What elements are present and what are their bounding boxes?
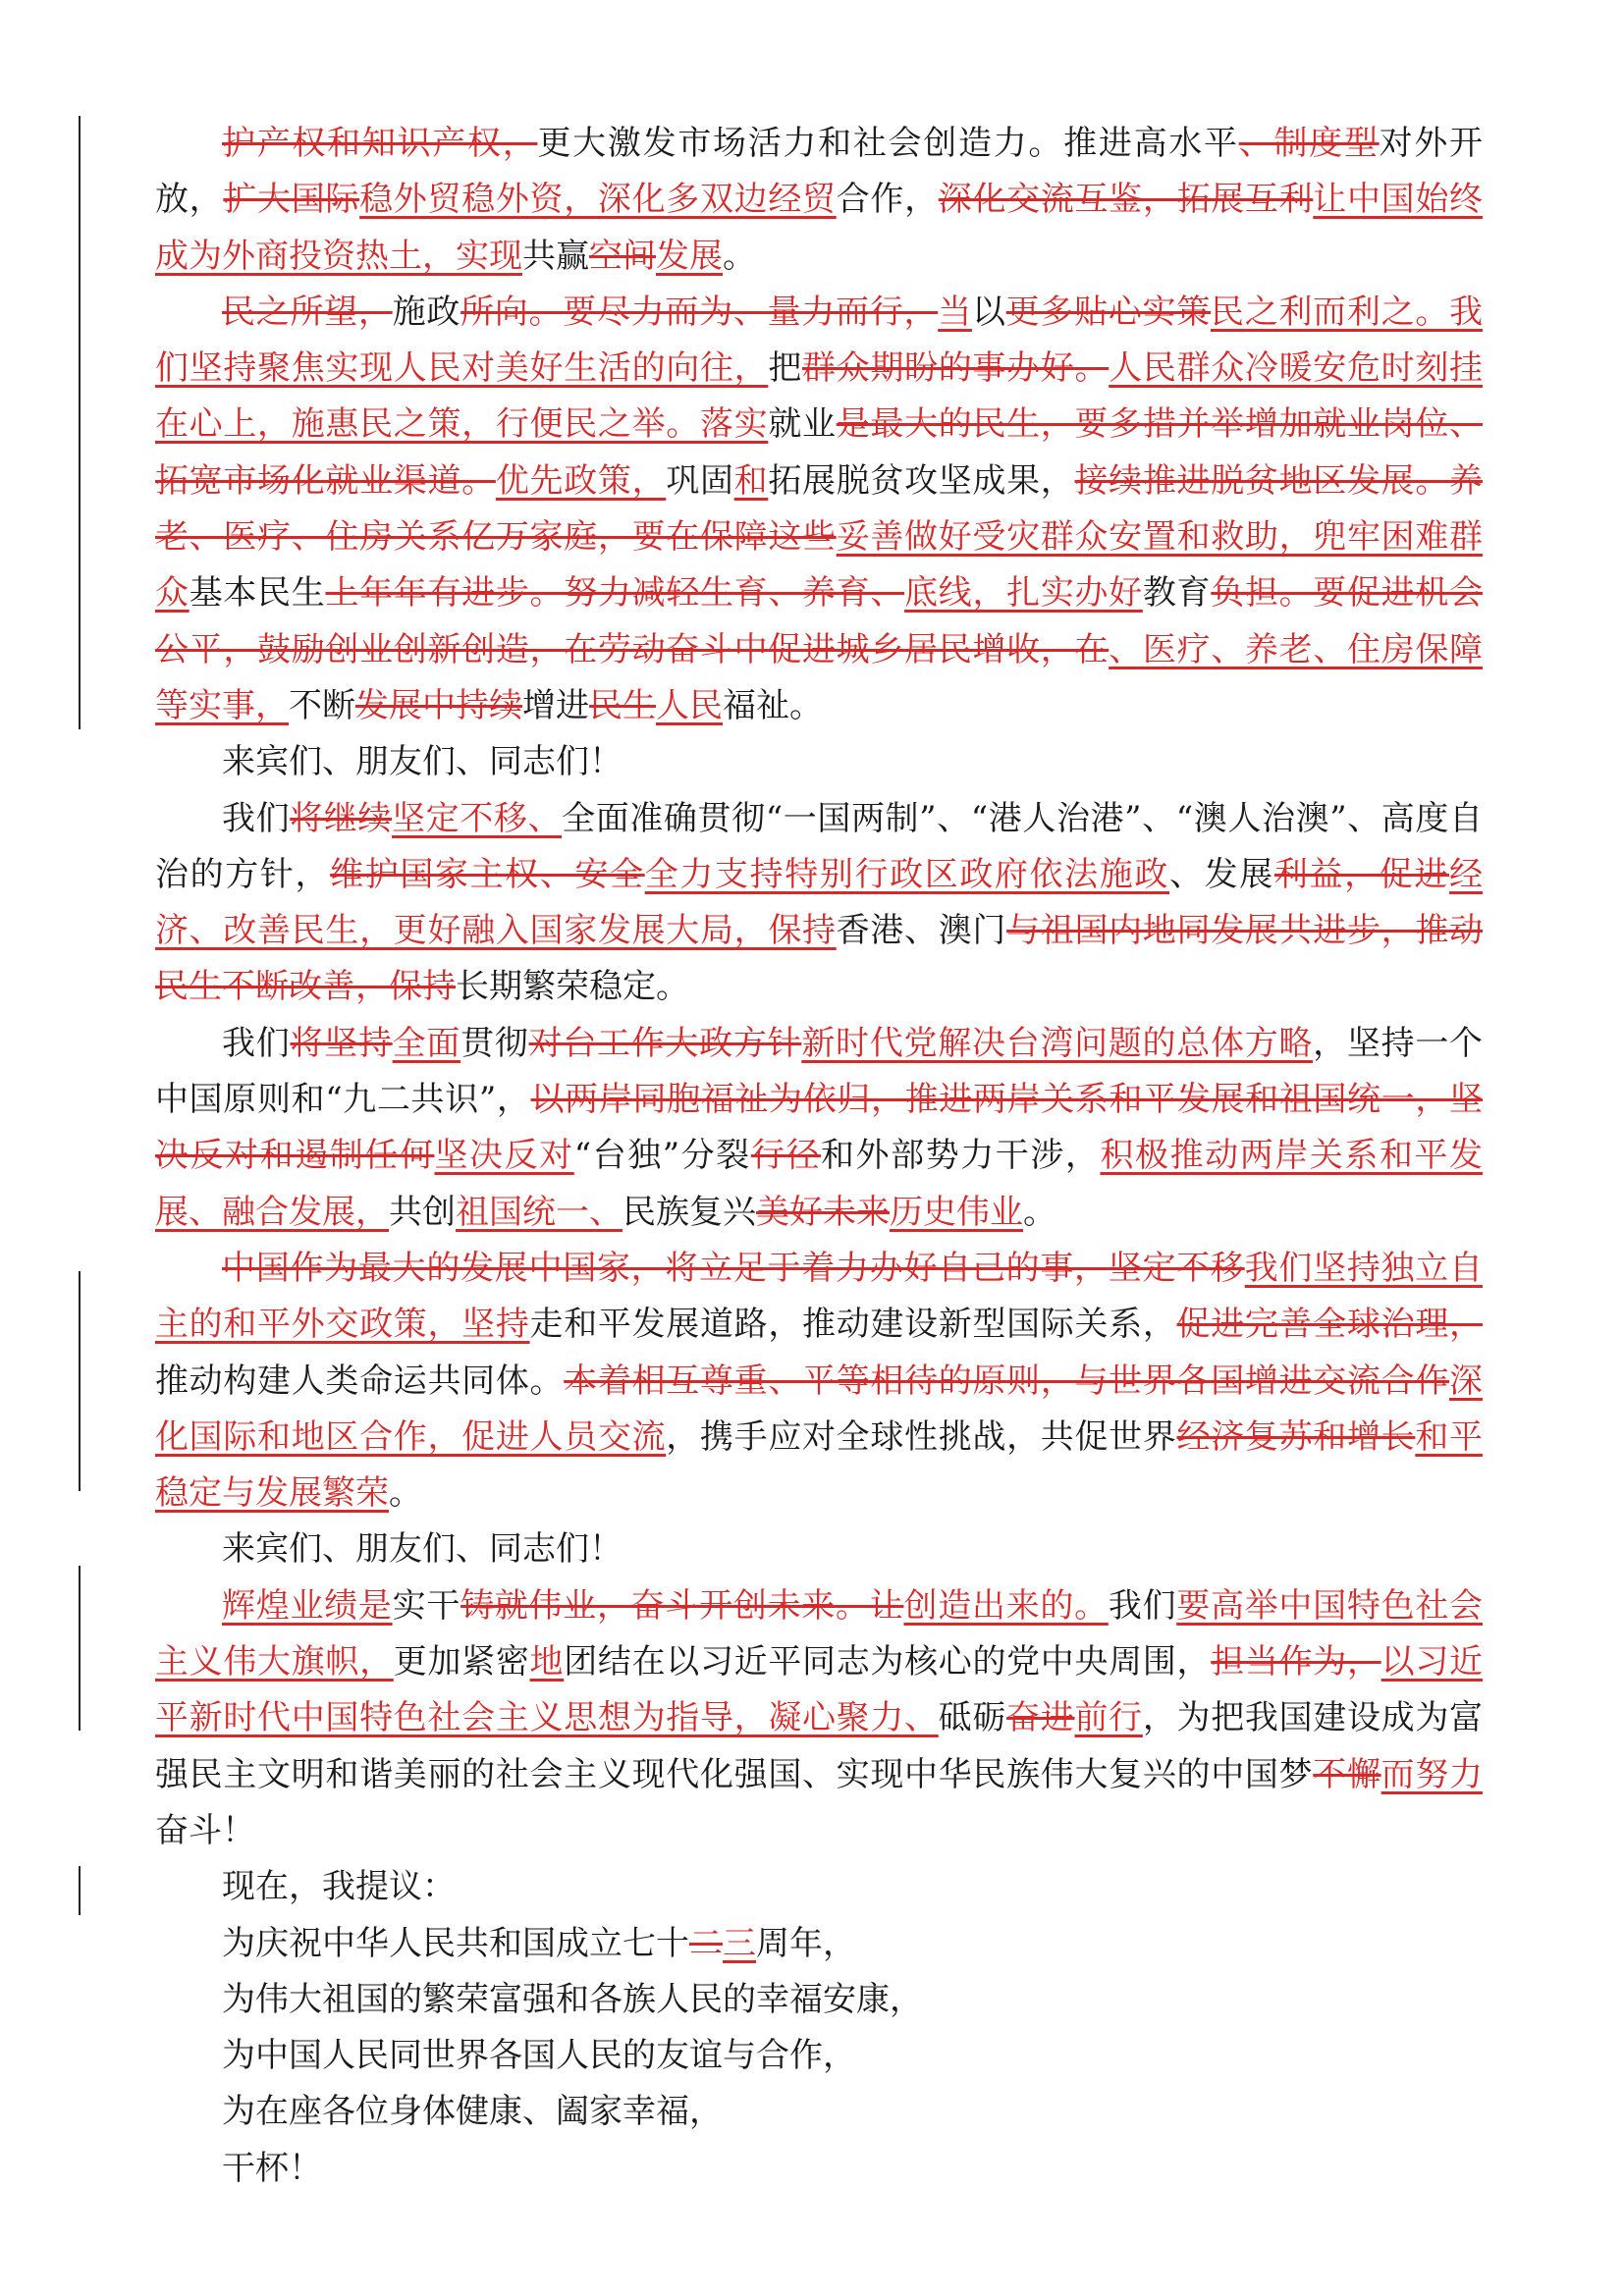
inserted-text: 经济、改善民生，更好融入国家发展大局，保持 xyxy=(155,854,1484,951)
paragraph-foreign-policy xyxy=(155,1241,1483,1522)
inserted-text: 全面 xyxy=(392,1023,461,1063)
body-text: 来宾们、朋友们、同志们！ xyxy=(222,1529,623,1570)
body-text: 我们 xyxy=(222,798,291,838)
body-text: 我们 xyxy=(222,1023,291,1063)
change-bar-4 xyxy=(79,1866,81,1915)
body-text: 走和平发展道路，推动建设新型国际关系， xyxy=(529,1305,1177,1345)
body-text: 不断 xyxy=(289,685,355,725)
paragraph-proposal xyxy=(155,1859,1483,1915)
deleted-text: 经济复苏和增长 xyxy=(1176,1416,1416,1457)
deleted-text: 将继续 xyxy=(290,798,393,838)
deleted-text: 与祖国内地同发展共进步，推动民生不断改善，保持 xyxy=(155,911,1484,1007)
deleted-text: 所向。要尽力而为、量力而行， xyxy=(460,292,939,332)
body-text: 拓展脱贫攻坚成果， xyxy=(768,460,1075,501)
deleted-text: 民之所望， xyxy=(222,292,393,332)
paragraph-conclusion xyxy=(155,1578,1483,1859)
deleted-text: 护产权和知识产权， xyxy=(222,124,538,163)
body-text: 。 xyxy=(1023,1192,1056,1232)
inserted-text: 妥善做好受灾群众安置和救助，兜牢困难群众 xyxy=(155,517,1484,614)
body-text: 施政 xyxy=(392,292,461,332)
body-text: 更大激发市场活力和社会创造力。推进高水平 xyxy=(537,124,1239,163)
body-text: 。 xyxy=(723,236,756,276)
toast-line-3 xyxy=(155,2028,1483,2084)
body-text: 周年， xyxy=(756,1923,856,1963)
toast-cheers xyxy=(155,2141,1483,2197)
deleted-text: 更多贴心实策 xyxy=(1005,292,1212,332)
body-text: 现在，我提议： xyxy=(222,1867,456,1907)
deleted-text: 接续推进脱贫地区发展。养老、医疗、住房关系亿万家庭，要在保障这些 xyxy=(155,460,1484,558)
deleted-text: 上年年有进步。努力减轻生育、养育、 xyxy=(325,573,905,614)
body-text: 奋斗！ xyxy=(155,1810,255,1850)
body-text: ，坚持一个中国原则和“九二共识”， xyxy=(155,1023,1484,1120)
body-text: 合作， xyxy=(836,180,939,220)
body-text: 以 xyxy=(971,292,1006,332)
document-body xyxy=(155,116,1483,2197)
inserted-text: 三 xyxy=(723,1923,756,1963)
deleted-text: 行径 xyxy=(750,1136,821,1176)
body-text: 香港、澳门 xyxy=(836,911,1007,951)
body-text: 福祉。 xyxy=(723,685,823,725)
paragraph-hong-kong-macao xyxy=(155,791,1483,1016)
body-text: 实干 xyxy=(392,1585,461,1626)
inserted-text: 前行 xyxy=(1074,1698,1143,1738)
inserted-text: 地 xyxy=(529,1642,565,1682)
body-text: 砥砺 xyxy=(938,1698,1007,1738)
paragraph-salutation-1 xyxy=(155,734,1483,790)
body-text: 全面准确贯彻“一国两制”、“港人治港”、“澳人治澳”、高度自治的方针， xyxy=(155,798,1484,894)
inserted-text: 祖国统一、 xyxy=(456,1192,623,1232)
inserted-text: 让中国始终成为外商投资热土，实现 xyxy=(155,180,1484,276)
inserted-text: 历史伟业 xyxy=(890,1192,1023,1232)
paragraph-property-rights xyxy=(155,116,1483,285)
body-text: 干杯！ xyxy=(222,2148,322,2188)
toast-line-1 xyxy=(155,1916,1483,1972)
inserted-text: 人民群众冷暖安危时刻挂在心上，施惠民之策，行便民之举。落实 xyxy=(155,348,1484,445)
deleted-text: 担当作为， xyxy=(1211,1642,1381,1682)
deleted-text: 群众期盼的事办好。 xyxy=(802,348,1110,389)
body-text: 、发展 xyxy=(1169,854,1274,894)
inserted-text: 和 xyxy=(733,460,769,501)
body-text: ，携手应对全球性挑战，共促世界 xyxy=(666,1416,1177,1457)
body-text: 贯彻 xyxy=(460,1023,529,1063)
inserted-text: 创造出来的。 xyxy=(903,1585,1109,1626)
body-text: 为在座各位身体健康、阖家幸福， xyxy=(222,2092,723,2132)
body-text: 就业 xyxy=(768,404,837,445)
deleted-text: 将坚持 xyxy=(290,1023,393,1063)
deleted-text: 中国作为最大的发展中国家，将立足于着力办好自己的事，坚定不移 xyxy=(222,1248,1245,1288)
inserted-text: 以习近平新时代中国特色社会主义思想为指导，凝心聚力、 xyxy=(155,1642,1484,1738)
inserted-text: 优先政策， xyxy=(495,460,667,501)
body-text: 增进 xyxy=(522,685,589,725)
body-text: 民族复兴 xyxy=(623,1192,756,1232)
inserted-text: 民之利而利之。我们坚持聚焦实现人民对美好生活的向往， xyxy=(155,292,1484,389)
body-text: 为伟大祖国的繁荣富强和各族人民的幸福安康， xyxy=(222,1979,923,2019)
body-text: 教育 xyxy=(1142,573,1212,614)
inserted-text: 深化国际和地区合作，促进人员交流 xyxy=(155,1361,1484,1457)
body-text: 基本民生 xyxy=(189,573,326,614)
paragraph-salutation-2 xyxy=(155,1522,1483,1577)
paragraph-taiwan xyxy=(155,1016,1483,1241)
body-text: “台独”分裂 xyxy=(573,1136,751,1176)
body-text: 团结在以习近平同志为核心的党中央周围， xyxy=(564,1642,1212,1682)
inserted-text: 积极推动两岸关系和平发展、融合发展， xyxy=(155,1136,1484,1232)
deleted-text: 发展中持续 xyxy=(355,685,522,725)
paragraph-livelihood xyxy=(155,285,1483,734)
deleted-text: 、制度型 xyxy=(1238,124,1380,163)
inserted-text: 当 xyxy=(938,292,972,332)
inserted-text: 全力支持特别行政区政府依法施政 xyxy=(644,854,1170,894)
body-text: 和外部势力干涉， xyxy=(820,1136,1101,1176)
inserted-text: 新时代党解决台湾问题的总体方略 xyxy=(801,1023,1314,1063)
inserted-text: 和平稳定与发展繁荣 xyxy=(155,1416,1484,1514)
deleted-text: 以两岸同胞福祉为依归，推进两岸关系和平发展和祖国统一，坚决反对和遏制任何 xyxy=(155,1080,1483,1176)
deleted-text: 维护国家主权、安全 xyxy=(330,854,645,894)
deleted-text: 负担。要促进机会公平，鼓励创业创新创造，在劳动奋斗中促进城乡居民增收，在 xyxy=(155,573,1484,669)
deleted-text: 利益，促进 xyxy=(1273,854,1450,894)
body-text: 长期繁荣稳定。 xyxy=(456,967,689,1007)
deleted-text: 扩大国际 xyxy=(223,180,360,220)
deleted-text: 本着相互尊重、平等相待的原则，与世界各国增进交流合作 xyxy=(564,1361,1450,1401)
deleted-text: 空间 xyxy=(589,236,656,276)
inserted-text: 底线，扎实办好 xyxy=(904,573,1143,614)
body-text: 来宾们、朋友们、同志们！ xyxy=(222,742,623,782)
body-text: 共赢 xyxy=(522,236,589,276)
inserted-text: 发展 xyxy=(656,236,723,276)
deleted-text: 民生 xyxy=(589,685,656,725)
deleted-text: 对台工作大政方针 xyxy=(528,1023,802,1063)
body-text: 共创 xyxy=(389,1192,456,1232)
change-bar-2 xyxy=(79,1271,81,1491)
deleted-text: 是最大的民生，要多措并举增加就业岗位、拓宽市场化就业渠道。 xyxy=(155,404,1484,501)
body-text: 把 xyxy=(768,348,803,389)
inserted-text: 我们坚持独立自主的和平外交政策，坚持 xyxy=(155,1248,1484,1345)
change-bar-1 xyxy=(79,116,81,729)
inserted-text: 、医疗、养老、住房保障等实事， xyxy=(155,629,1483,725)
body-text: 。 xyxy=(389,1473,422,1514)
body-text: 推动构建人类命运共同体。 xyxy=(155,1361,565,1401)
inserted-text: 人民 xyxy=(656,685,723,725)
body-text: 我们 xyxy=(1108,1585,1177,1626)
toast-line-4 xyxy=(155,2084,1483,2140)
change-bar-3 xyxy=(79,1566,81,1731)
toast-line-2 xyxy=(155,1972,1483,2028)
deleted-text: 促进完善全球治理， xyxy=(1176,1305,1484,1345)
deleted-text: 二 xyxy=(689,1923,723,1963)
body-text: 巩固 xyxy=(666,460,734,501)
inserted-text: 稳外贸稳外资，深化多双边经贸 xyxy=(359,180,837,220)
deleted-text: 奋进 xyxy=(1006,1698,1075,1738)
deleted-text: 美好未来 xyxy=(756,1192,890,1232)
body-text: 为中国人民同世界各国人民的友谊与合作， xyxy=(222,2036,856,2076)
body-text: 对外开放， xyxy=(155,124,1484,220)
body-text: 为庆祝中华人民共和国成立七十 xyxy=(222,1923,689,1963)
inserted-text: 而努力 xyxy=(1380,1754,1484,1794)
inserted-text: 坚决反对 xyxy=(434,1136,574,1176)
deleted-text: 深化交流互鉴，拓展互利 xyxy=(938,180,1314,220)
inserted-text: 辉煌业绩是 xyxy=(222,1585,393,1626)
inserted-text: 要高举中国特色社会主义伟大旗帜， xyxy=(155,1585,1484,1682)
deleted-text: 不懈 xyxy=(1313,1754,1381,1794)
body-text: ，为把我国建设成为富强民主文明和谐美丽的社会主义现代化强国、实现中华民族伟大复兴的中国梦 xyxy=(155,1698,1484,1794)
body-text: 更加紧密 xyxy=(393,1642,530,1682)
deleted-text: 铸就伟业，奋斗开创未来。让 xyxy=(460,1585,904,1626)
inserted-text: 坚定不移、 xyxy=(392,798,563,838)
